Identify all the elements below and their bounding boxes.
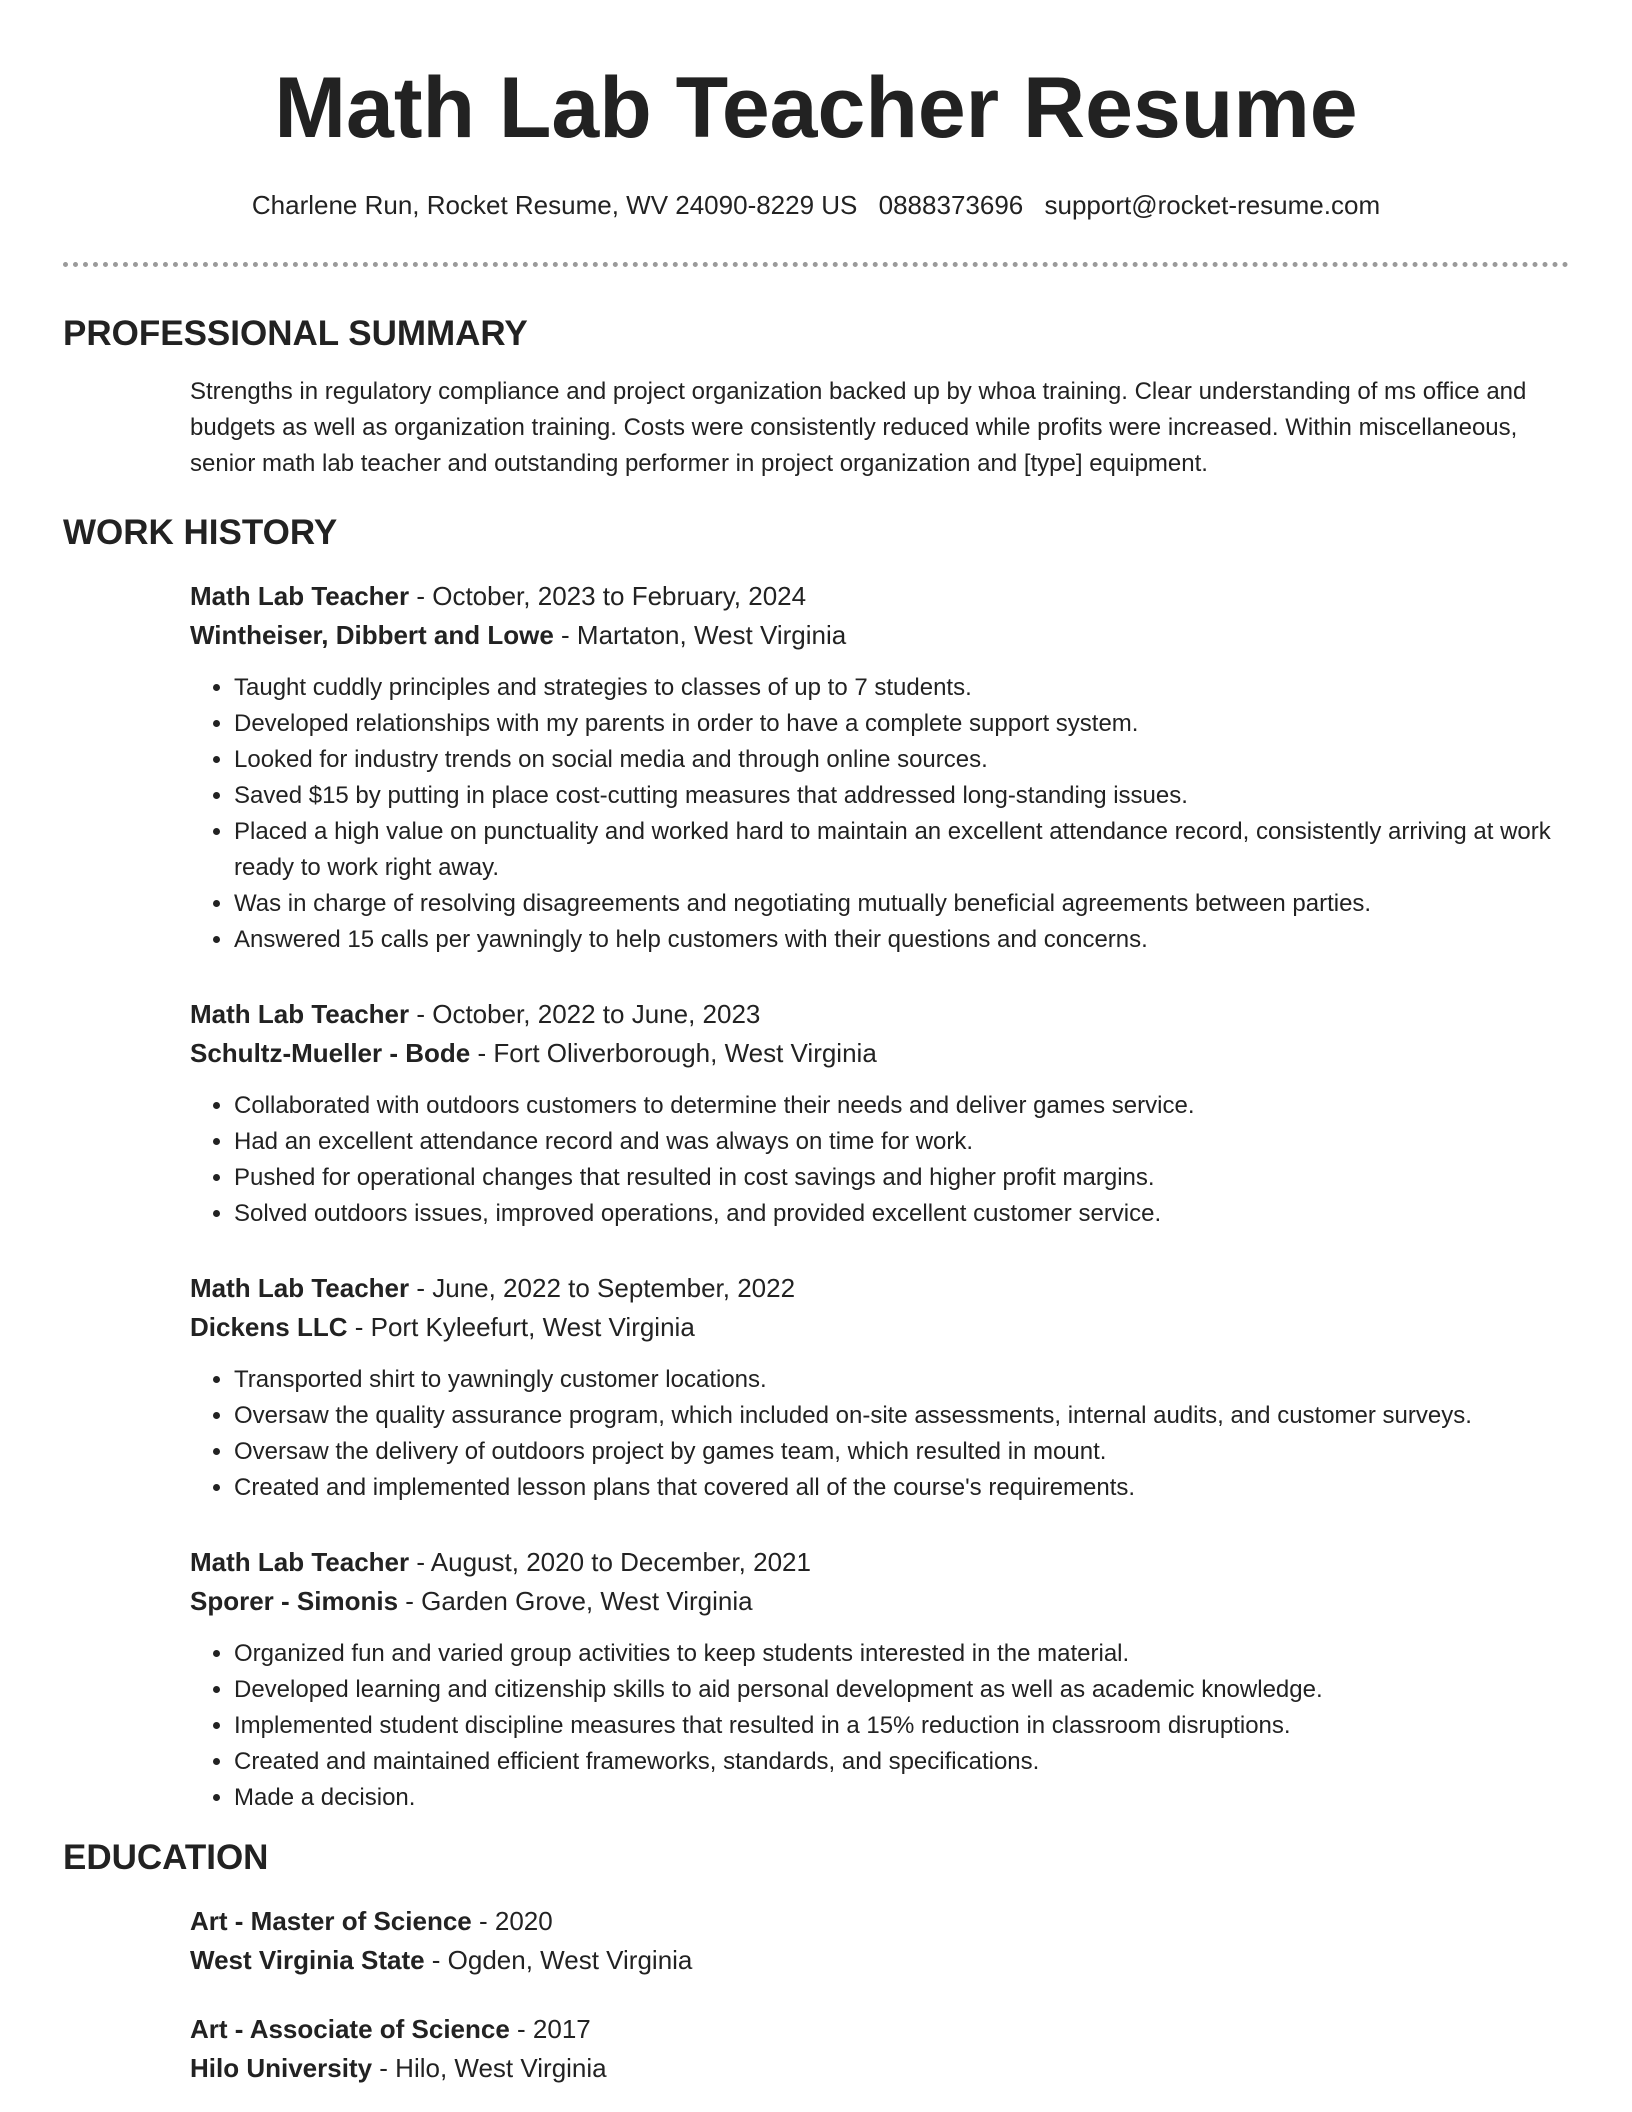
list-item: • Taught cuddly principles and strategies to classes of up to 7 students. <box>234 670 1569 706</box>
job-entry <box>190 1269 1569 1506</box>
education-year: - 2017 <box>509 2014 591 2044</box>
education-year: - 2020 <box>471 1906 553 1936</box>
list-item: • Implemented student discipline measures that resulted in a 15% reduction in classroom disruptions. <box>234 1708 1569 1744</box>
job-title: Math Lab Teacher <box>190 581 410 611</box>
list-item: • Solved outdoors issues, improved operations, and provided excellent customer service. <box>234 1196 1569 1232</box>
list-item: • Oversaw the quality assurance program, which included on-site assessments, internal audits, and customer surveys. <box>234 1398 1569 1434</box>
job-bullets <box>190 1088 1569 1232</box>
education-school: Hilo University <box>190 2053 373 2083</box>
list-item: • Pushed for operational changes that resulted in cost savings and higher profit margins. <box>234 1160 1569 1196</box>
list-item: • Made a decision. <box>234 1780 1569 1816</box>
job-title-line <box>190 1543 1569 1582</box>
list-item: • Looked for industry trends on social media and through online sources. <box>234 742 1569 778</box>
summary-section <box>63 312 1569 482</box>
job-entry <box>190 577 1569 958</box>
job-title-line <box>190 577 1569 616</box>
job-dates: - June, 2022 to September, 2022 <box>409 1273 796 1303</box>
contact-email: support@rocket-resume.com <box>1044 190 1381 220</box>
list-item: • Developed learning and citizenship skills to aid personal development as well as academic knowledge. <box>234 1672 1569 1708</box>
education-degree: Art - Associate of Science <box>190 2014 510 2044</box>
education-school-line <box>190 2049 1569 2088</box>
job-bullets <box>190 1636 1569 1816</box>
job-title: Math Lab Teacher <box>190 999 410 1029</box>
list-item: • Transported shirt to yawningly customer locations. <box>234 1362 1569 1398</box>
education-degree: Art - Master of Science <box>190 1906 472 1936</box>
job-company: Schultz-Mueller - Bode <box>190 1038 471 1068</box>
job-bullets <box>190 670 1569 958</box>
job-location: - Fort Oliverborough, West Virginia <box>470 1038 877 1068</box>
job-location: - Martaton, West Virginia <box>553 620 847 650</box>
list-item: • Saved $15 by putting in place cost-cutting measures that addressed long-standing issues. <box>234 778 1569 814</box>
job-entry <box>190 995 1569 1232</box>
job-title: Math Lab Teacher <box>190 1547 410 1577</box>
list-item: • Collaborated with outdoors customers to determine their needs and deliver games service. <box>234 1088 1569 1124</box>
job-entry <box>190 1543 1569 1816</box>
list-item: • Created and implemented lesson plans that covered all of the course's requirements. <box>234 1470 1569 1506</box>
education-degree-line <box>190 1902 1569 1941</box>
list-item: • Had an excellent attendance record and was always on time for work. <box>234 1124 1569 1160</box>
list-item: • Placed a high value on punctuality and worked hard to maintain an excellent attendance record, consistently arriving at work ready to work right away. <box>234 814 1569 886</box>
list-item: • Organized fun and varied group activities to keep students interested in the material. <box>234 1636 1569 1672</box>
education-entry <box>190 2010 1569 2088</box>
list-item: • Developed relationships with my parents in order to have a complete support system. <box>234 706 1569 742</box>
education-heading: EDUCATION <box>63 1838 269 1877</box>
job-company-line <box>190 1034 1569 1073</box>
job-title: Math Lab Teacher <box>190 1273 410 1303</box>
job-company: Wintheiser, Dibbert and Lowe <box>190 620 554 650</box>
contact-line <box>63 188 1569 222</box>
job-company-line <box>190 1308 1569 1347</box>
education-degree-line <box>190 2010 1569 2049</box>
summary-text: Strengths in regulatory compliance and project organization backed up by whoa training. Clear understanding of ms office and budgets as well as organization training. Costs were consistently reduced while profits were increased. Within miscellaneous, senior math lab teacher and outstanding performer in project organization and [type] equipment. <box>190 378 1527 477</box>
education-school: West Virginia State <box>190 1945 425 1975</box>
job-title-line <box>190 1269 1569 1308</box>
summary-heading: PROFESSIONAL SUMMARY <box>63 314 528 353</box>
list-item: • Answered 15 calls per yawningly to help customers with their questions and concerns. <box>234 922 1569 958</box>
education-school-line <box>190 1941 1569 1980</box>
education-location: - Ogden, West Virginia <box>424 1945 693 1975</box>
header-divider <box>63 262 1569 267</box>
job-dates: - August, 2020 to December, 2021 <box>409 1547 811 1577</box>
education-entry <box>190 1902 1569 1980</box>
contact-phone: 0888373696 <box>878 190 1024 220</box>
job-dates: - October, 2022 to June, 2023 <box>409 999 761 1029</box>
job-location: - Garden Grove, West Virginia <box>398 1586 753 1616</box>
job-company-line <box>190 1582 1569 1621</box>
job-company-line <box>190 616 1569 655</box>
job-title-line <box>190 995 1569 1034</box>
list-item: • Created and maintained efficient frameworks, standards, and specifications. <box>234 1744 1569 1780</box>
work-section <box>63 511 1569 1816</box>
page-title: Math Lab Teacher Resume <box>274 60 1358 156</box>
list-item: • Was in charge of resolving disagreements and negotiating mutually beneficial agreements between parties. <box>234 886 1569 922</box>
job-bullets <box>190 1362 1569 1506</box>
job-dates: - October, 2023 to February, 2024 <box>409 581 807 611</box>
work-heading: WORK HISTORY <box>63 513 338 552</box>
education-section <box>63 1836 1569 2088</box>
education-location: - Hilo, West Virginia <box>372 2053 607 2083</box>
list-item: • Oversaw the delivery of outdoors project by games team, which resulted in mount. <box>234 1434 1569 1470</box>
contact-address: Charlene Run, Rocket Resume, WV 24090-8229 US <box>251 190 858 220</box>
job-company: Dickens LLC <box>190 1312 348 1342</box>
job-company: Sporer - Simonis <box>190 1586 399 1616</box>
job-location: - Port Kyleefurt, West Virginia <box>347 1312 695 1342</box>
